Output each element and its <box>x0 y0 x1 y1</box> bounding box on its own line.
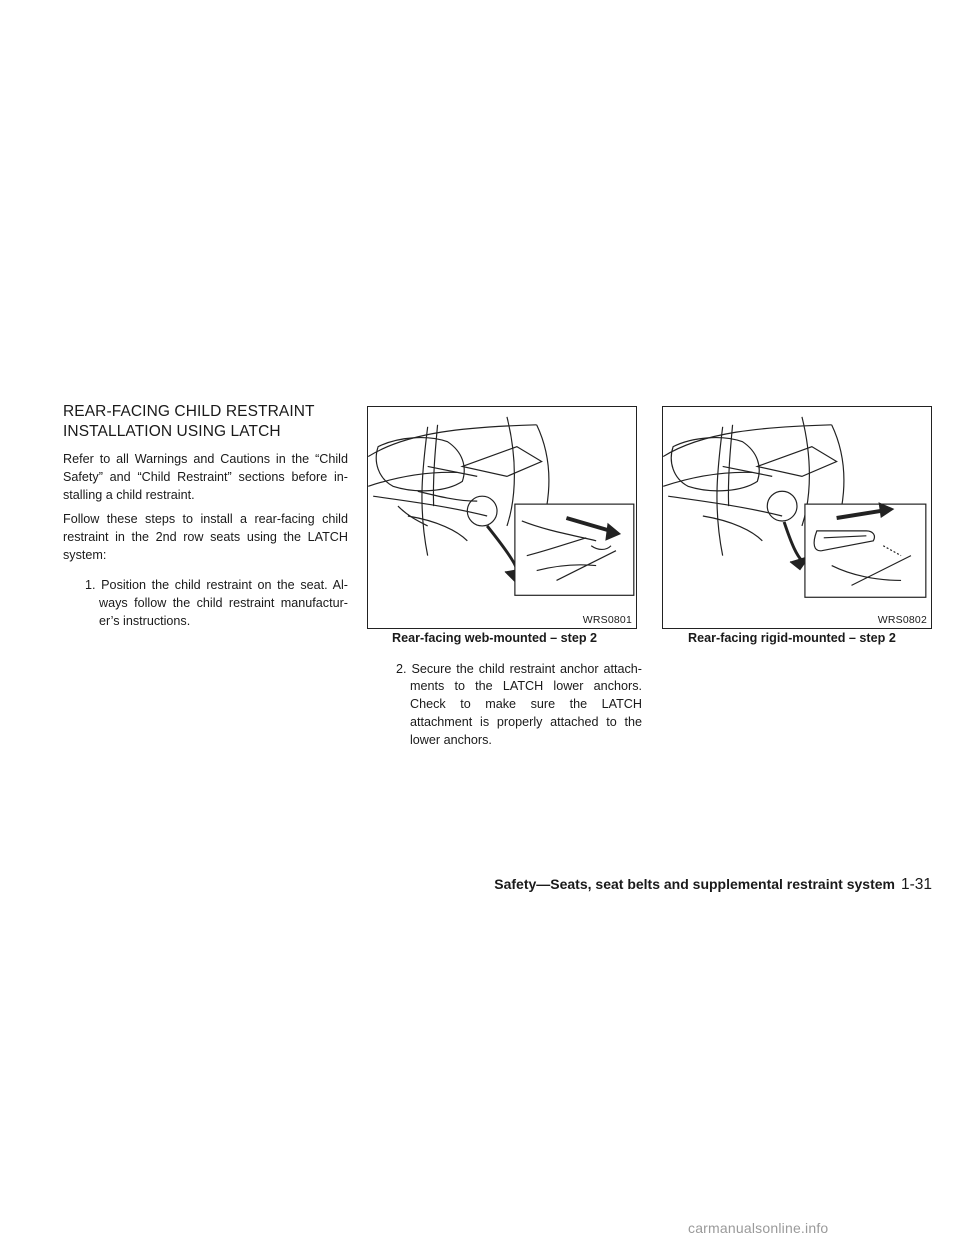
middle-column <box>386 648 642 762</box>
page-number: 1-31 <box>900 876 932 893</box>
step-1: 1. Position the child restraint on the seat. Always follow the child restraint manufacturer’s instructions. <box>85 578 348 628</box>
figure-caption: Rear-facing rigid-mounted – step 2 <box>688 631 896 645</box>
intro-paragraph: Refer to all Warnings and Cautions in the “Child Safety” and “Child Restraint” sections before installing a child restraint. <box>63 452 348 502</box>
steps-intro-paragraph: Follow these steps to install a rear-facing child restraint in the 2nd row seats using the LATCH system: <box>63 512 348 562</box>
page-footer <box>480 876 932 894</box>
figure-web-mounted <box>367 406 637 629</box>
figure-code: WRS0801 <box>582 614 632 626</box>
figure-rigid-mounted <box>662 406 932 629</box>
heading-line-2: INSTALLATION USING LATCH <box>63 423 281 440</box>
rigid-mounted-latch-illustration <box>663 407 931 628</box>
chapter-title: Safety—Seats, seat belts and supplemental restraint system <box>494 876 895 892</box>
left-column <box>63 402 348 643</box>
step-2: 2. Secure the child restraint anchor attachments to the LATCH lower anchors. Check to make sure the LATCH attachment is properly attached to the lower anchors. <box>396 661 642 747</box>
web-mounted-latch-illustration <box>368 407 636 628</box>
figure-code: WRS0802 <box>877 614 927 626</box>
section-heading <box>63 402 348 442</box>
heading-line-1: REAR-FACING CHILD RESTRAINT <box>63 403 315 420</box>
watermark-text: carmanualsonline.info <box>688 1220 829 1236</box>
figure-caption: Rear-facing web-mounted – step 2 <box>392 631 598 645</box>
